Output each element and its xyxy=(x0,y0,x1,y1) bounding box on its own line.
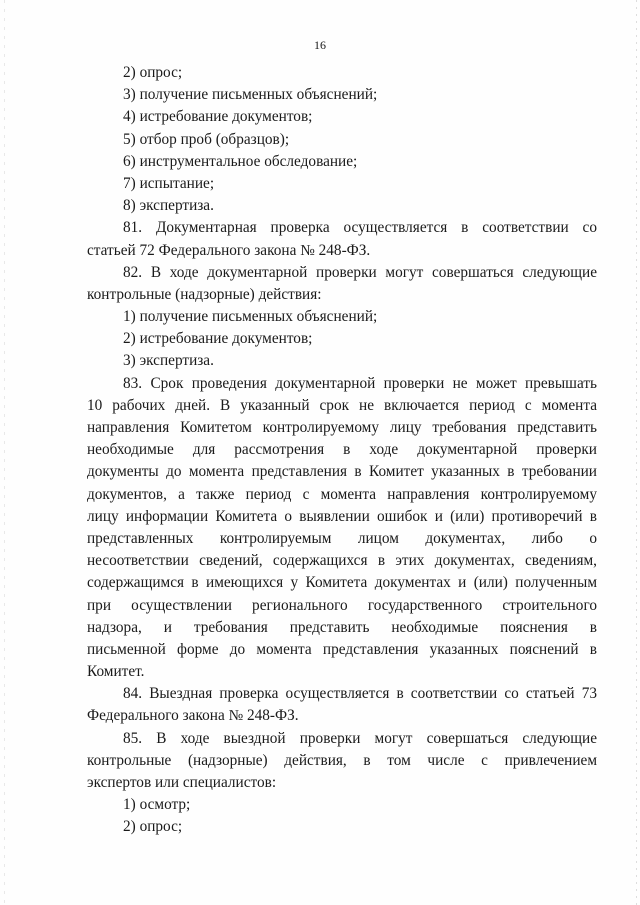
text-line: Комитет. xyxy=(87,663,145,681)
text-line: несоответствии сведений, содержащихся в этих документах, сведениям, xyxy=(87,552,597,570)
text-line: контрольные (надзорные) действия: xyxy=(87,285,322,303)
text-line: 84. Выездная проверка осуществляется в соответствии со статьей 73 xyxy=(123,685,597,703)
text-line: документы до момента представления в Комитет указанных в требовании xyxy=(87,463,597,481)
text-line: 2) опрос; xyxy=(123,818,183,836)
text-line: 81. Документарная проверка осуществляется в соответствии со xyxy=(123,219,597,237)
text-line: 1) получение письменных объяснений; xyxy=(123,308,378,326)
text-line: 83. Срок проведения документарной проверки не может превышать xyxy=(123,374,597,392)
text-line: статьей 72 Федерального закона № 248-ФЗ. xyxy=(87,241,371,259)
text-line: содержащимся в имеющихся у Комитета документах и (или) полученным xyxy=(87,574,597,592)
text-line: экспертов или специалистов: xyxy=(87,774,277,791)
text-line: документов, а также период с момента направления контролируемому xyxy=(87,485,597,503)
text-line: 6) инструментальное обследование; xyxy=(123,152,358,170)
text-line: письменной форме до момента представления указанных пояснений в xyxy=(87,640,597,658)
text-line: 2) опрос; xyxy=(123,64,183,81)
text-line: 3) получение письменных объяснений; xyxy=(123,86,378,104)
text-line: 2) истребование документов; xyxy=(123,330,313,348)
text-line: Федерального закона № 248-ФЗ. xyxy=(87,707,299,725)
text-line: при осуществлении регионального государственного строительного xyxy=(87,596,597,614)
scan-edge-left xyxy=(4,0,5,905)
text-line: представленных контролируемым лицом документах, либо о xyxy=(87,529,597,547)
text-line: 7) испытание; xyxy=(123,174,215,192)
scan-edge-right xyxy=(636,0,637,905)
text-line: направления Комитетом контролируемому лицу требования представить xyxy=(87,419,597,436)
text-line: надзора, и требования представить необходимые пояснения в xyxy=(87,618,597,636)
text-line: 8) экспертиза. xyxy=(123,197,214,215)
text-line: 10 рабочих дней. В указанный срок не включается период с момента xyxy=(87,396,597,414)
text-line: 82. В ходе документарной проверки могут совершаться следующие xyxy=(123,263,597,281)
text-line: лицу информации Комитета о выявлении ошибок и (или) противоречий в xyxy=(87,507,597,525)
text-line: 4) истребование документов; xyxy=(123,108,313,126)
text-line: 3) экспертиза. xyxy=(123,352,214,370)
page-number: 16 xyxy=(314,38,326,52)
text-line: контрольные (надзорные) действия, в том числе с привлечением xyxy=(87,751,597,769)
text-line: 85. В ходе выездной проверки могут совершаться следующие xyxy=(123,729,597,747)
text-line: 5) отбор проб (образцов); xyxy=(123,130,290,148)
document-body xyxy=(87,62,597,839)
text-line: необходимые для рассмотрения в ходе документарной проверки xyxy=(87,441,597,459)
text-line: 1) осмотр; xyxy=(123,796,191,814)
